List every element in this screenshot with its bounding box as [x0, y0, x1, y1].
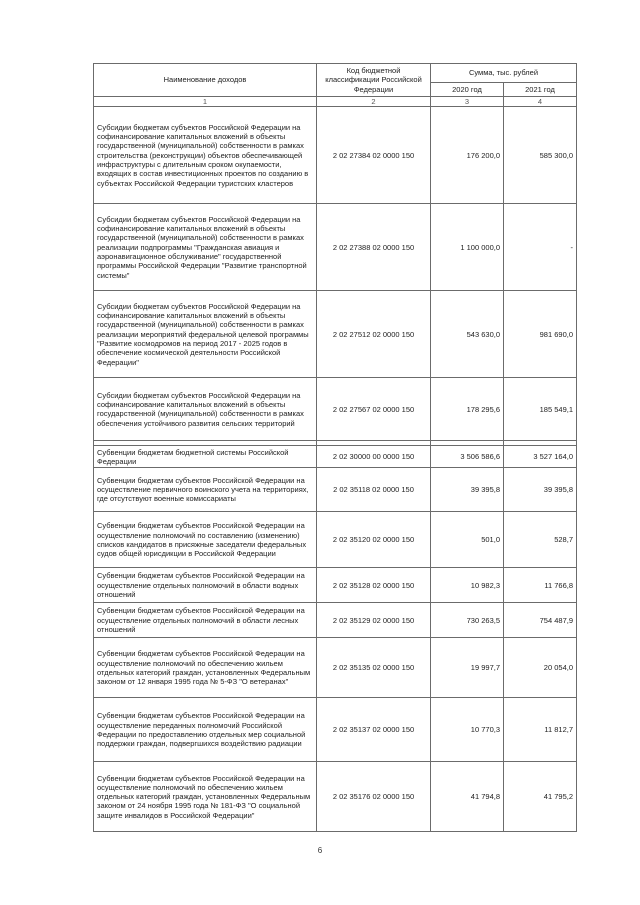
- table-row: [94, 204, 577, 291]
- row-name: Субвенции бюджетам субъектов Российской Федерации на осуществление переданных полномочий Российской Федерации по предоставлению отдельных мер социальной поддержки граждан, подвергшихся воздействию радиации: [94, 698, 317, 762]
- column-numbers-row: [94, 97, 577, 107]
- row-name: Субвенции бюджетам субъектов Российской Федерации на осуществление отдельных полномочий в области лесных отношений: [94, 603, 317, 638]
- row-value-2020: 178 295,6: [431, 378, 504, 441]
- row-value-2020: 41 794,8: [431, 762, 504, 832]
- page-number: 6: [317, 846, 323, 855]
- table-row: [94, 107, 577, 204]
- row-value-2021: 528,7: [504, 512, 577, 568]
- table-row: [94, 762, 577, 832]
- section-name: Субвенции бюджетам бюджетной системы Российской Федерации: [94, 446, 317, 468]
- row-value-2020: 730 263,5: [431, 603, 504, 638]
- row-value-2020: 39 395,8: [431, 468, 504, 512]
- row-code: 2 02 27567 02 0000 150: [317, 378, 431, 441]
- table-row: [94, 638, 577, 698]
- row-value-2020: 10 982,3: [431, 568, 504, 603]
- section-row: [94, 446, 577, 468]
- row-name: Субсидии бюджетам субъектов Российской Федерации на софинансирование капитальных вложений в объекты государственной (муниципальной) собственности в рамках реализации подпрограммы "Гражданская авиация и аэронавигационное обслуживание" государственной программы Российской Федерации "Развитие транспортной системы": [94, 204, 317, 291]
- column-number: 1: [94, 97, 317, 107]
- table-row: [94, 568, 577, 603]
- section-code: 2 02 30000 00 0000 150: [317, 446, 431, 468]
- header-code: Код бюджетной классификации Российской Федерации: [317, 64, 431, 97]
- row-code: 2 02 35120 02 0000 150: [317, 512, 431, 568]
- row-value-2020: 10 770,3: [431, 698, 504, 762]
- row-code: 2 02 27512 02 0000 150: [317, 291, 431, 378]
- table-row: [94, 468, 577, 512]
- column-number: 4: [504, 97, 577, 107]
- header-sum: Сумма, тыс. рублей: [431, 64, 577, 83]
- row-value-2020: 19 997,7: [431, 638, 504, 698]
- row-code: 2 02 35176 02 0000 150: [317, 762, 431, 832]
- row-name: Субвенции бюджетам субъектов Российской Федерации на осуществление полномочий по обеспечению жильем отдельных категорий граждан, установленных Федеральным законом от 12 января 1995 года № 5-ФЗ "О ветеранах": [94, 638, 317, 698]
- row-value-2021: -: [504, 204, 577, 291]
- table-row: [94, 698, 577, 762]
- row-value-2021: 11 766,8: [504, 568, 577, 603]
- header-name: Наименование доходов: [94, 64, 317, 97]
- row-code: 2 02 35118 02 0000 150: [317, 468, 431, 512]
- section-value-2021: 3 527 164,0: [504, 446, 577, 468]
- row-code: 2 02 27384 02 0000 150: [317, 107, 431, 204]
- row-value-2020: 501,0: [431, 512, 504, 568]
- row-code: 2 02 35135 02 0000 150: [317, 638, 431, 698]
- section-value-2020: 3 506 586,6: [431, 446, 504, 468]
- row-code: 2 02 35137 02 0000 150: [317, 698, 431, 762]
- row-value-2021: 754 487,9: [504, 603, 577, 638]
- header-year-2021: 2021 год: [504, 83, 577, 97]
- row-value-2020: 1 100 000,0: [431, 204, 504, 291]
- header-year-2020: 2020 год: [431, 83, 504, 97]
- revenue-table: [93, 63, 577, 832]
- header-row: [94, 64, 577, 83]
- table-row: [94, 378, 577, 441]
- row-code: 2 02 35128 02 0000 150: [317, 568, 431, 603]
- row-value-2021: 41 795,2: [504, 762, 577, 832]
- row-name: Субсидии бюджетам субъектов Российской Федерации на софинансирование капитальных вложений в объекты государственной (муниципальной) собственности в рамках реализации мероприятий федеральной целевой программы "Развитие космодромов на период 2017 - 2025 годов в обеспечение космической деятельности Российской Федерации": [94, 291, 317, 378]
- table-row: [94, 512, 577, 568]
- column-number: 2: [317, 97, 431, 107]
- row-value-2021: 20 054,0: [504, 638, 577, 698]
- row-name: Субсидии бюджетам субъектов Российской Федерации на софинансирование капитальных вложений в объекты государственной (муниципальной) собственности в рамках строительства (реконструкции) объектов обеспечивающей инфраструктуры с длительным сроком окупаемости, входящих в состав инвестиционных проектов по созданию в субъектах Российской Федерации туристских кластеров: [94, 107, 317, 204]
- row-value-2021: 185 549,1: [504, 378, 577, 441]
- row-name: Субвенции бюджетам субъектов Российской Федерации на осуществление полномочий по составлению (изменению) списков кандидатов в присяжные заседатели федеральных судов общей юрисдикции в Российской Федерации: [94, 512, 317, 568]
- row-value-2020: 176 200,0: [431, 107, 504, 204]
- row-name: Субвенции бюджетам субъектов Российской Федерации на осуществление полномочий по обеспечению жильем отдельных категорий граждан, установленных Федеральным законом от 24 ноября 1995 года № 181-ФЗ "О социальной защите инвалидов в Российской Федерации": [94, 762, 317, 832]
- row-value-2021: 39 395,8: [504, 468, 577, 512]
- row-name: Субсидии бюджетам субъектов Российской Федерации на софинансирование капитальных вложений в объекты государственной (муниципальной) собственности в рамках обеспечения устойчивого развития сельских территорий: [94, 378, 317, 441]
- row-code: 2 02 27388 02 0000 150: [317, 204, 431, 291]
- row-value-2021: 981 690,0: [504, 291, 577, 378]
- table-row: [94, 291, 577, 378]
- row-code: 2 02 35129 02 0000 150: [317, 603, 431, 638]
- row-name: Субвенции бюджетам субъектов Российской Федерации на осуществление первичного воинского учета на территориях, где отсутствуют военные комиссариаты: [94, 468, 317, 512]
- row-value-2020: 543 630,0: [431, 291, 504, 378]
- row-value-2021: 585 300,0: [504, 107, 577, 204]
- row-value-2021: 11 812,7: [504, 698, 577, 762]
- table-row: [94, 603, 577, 638]
- column-number: 3: [431, 97, 504, 107]
- row-name: Субвенции бюджетам субъектов Российской Федерации на осуществление отдельных полномочий в области водных отношений: [94, 568, 317, 603]
